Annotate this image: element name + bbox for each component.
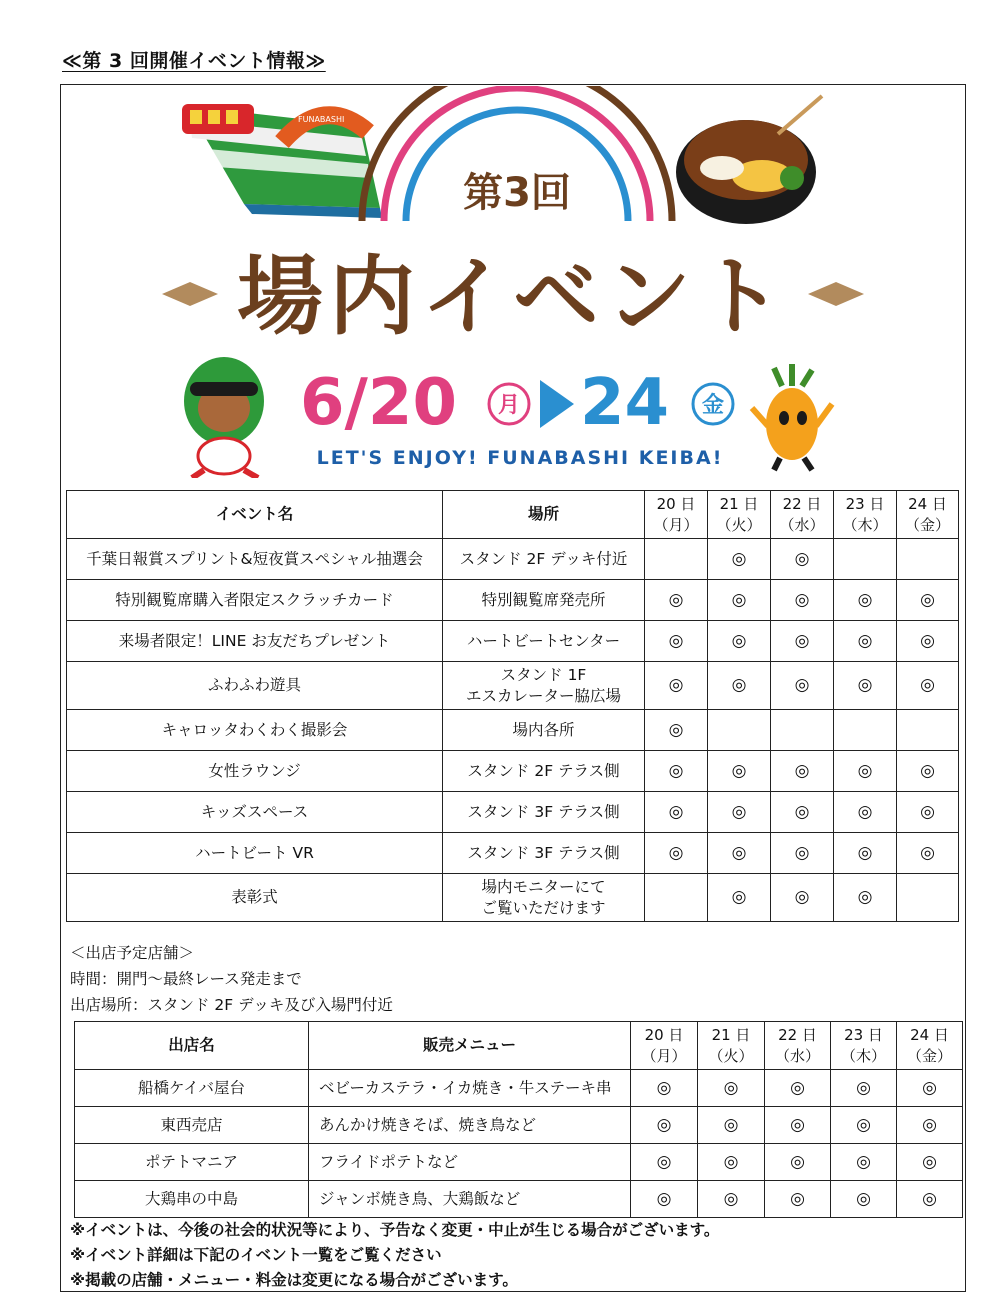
day-mark: ◎ (765, 1070, 831, 1107)
day-mark: ◎ (897, 1107, 963, 1144)
shop-info-time: 時間：開門～最終レース発走まで (70, 970, 302, 988)
shop-row (75, 1144, 963, 1181)
banner-slogan: LET'S ENJOY! FUNABASHI KEIBA! (316, 447, 724, 469)
carrot-mascot-image (752, 364, 832, 470)
event-name: ふわふわ遊具 (67, 662, 443, 710)
event-place (443, 539, 645, 580)
day-mark: ◎ (834, 621, 897, 662)
event-place-line: スタンド 3F テラス側 (467, 802, 620, 821)
event-row (67, 751, 959, 792)
day-mark: ◎ (834, 833, 897, 874)
inflatable-slide-image (182, 104, 382, 218)
day-mark: ◎ (834, 751, 897, 792)
day-mark: ◎ (771, 662, 834, 710)
day-mark (834, 539, 897, 580)
event-name-header: イベント名 (67, 491, 443, 539)
horse-mascot-image (184, 357, 264, 478)
day-header: 24 日 （金） (897, 491, 959, 539)
event-place (443, 792, 645, 833)
shop-name: ポテトマニア (75, 1144, 309, 1181)
day-mark: ◎ (831, 1070, 897, 1107)
event-place (443, 580, 645, 621)
events-table (66, 490, 959, 922)
page-title: ≪第 3 回開催イベント情報≫ (62, 50, 326, 72)
day-mark: ◎ (897, 792, 959, 833)
day-header: 20 日 （月） (645, 491, 708, 539)
date-start: 6/20 (300, 366, 457, 440)
event-row (67, 621, 959, 662)
day-mark: ◎ (708, 792, 771, 833)
day-mark: ◎ (771, 874, 834, 922)
day-mark: ◎ (834, 580, 897, 621)
event-row (67, 539, 959, 580)
day-mark: ◎ (698, 1181, 765, 1218)
event-place (443, 662, 645, 710)
shop-menu: フライドポテトなど (309, 1144, 631, 1181)
day-mark: ◎ (698, 1070, 765, 1107)
shop-menu: ベビーカステラ・イカ焼き・牛ステーキ串 (309, 1070, 631, 1107)
day-mark: ◎ (645, 621, 708, 662)
shop-row (75, 1070, 963, 1107)
day-mark: ◎ (897, 751, 959, 792)
steak-bowl-image (676, 96, 822, 224)
shop-row (75, 1181, 963, 1218)
event-row (67, 874, 959, 922)
shop-name: 船橋ケイバ屋台 (75, 1070, 309, 1107)
footnote: ※イベントは、今後の社会的状況等により、予告なく変更・中止が生じる場合がございます。 (70, 1221, 720, 1239)
event-place-line: 場内各所 (512, 720, 575, 739)
event-place (443, 621, 645, 662)
shops-table (74, 1021, 963, 1218)
footnote: ※掲載の店舗・メニュー・料金は変更になる場合がございます。 (70, 1271, 518, 1289)
day-mark: ◎ (831, 1107, 897, 1144)
day-mark: ◎ (631, 1181, 698, 1218)
events-body (67, 539, 959, 922)
day-mark (645, 539, 708, 580)
shop-menu: ジャンボ焼き鳥、大鶏飯など (309, 1181, 631, 1218)
day-mark: ◎ (708, 539, 771, 580)
day-mark (834, 710, 897, 751)
event-row (67, 833, 959, 874)
day-mark: ◎ (645, 710, 708, 751)
inflatable-sign-text: FUNABASHI (298, 115, 345, 124)
date-arrow-icon (540, 380, 574, 428)
day-mark: ◎ (834, 874, 897, 922)
event-row (67, 710, 959, 751)
shop-name: 東西売店 (75, 1107, 309, 1144)
day-mark: ◎ (897, 833, 959, 874)
day-mark: ◎ (834, 792, 897, 833)
event-place-line: スタンド 2F テラス側 (467, 761, 620, 780)
day-mark: ◎ (897, 580, 959, 621)
shop-name: 大鶏串の中島 (75, 1181, 309, 1218)
event-place-line: 特別観覧席発売所 (481, 590, 606, 609)
day-header: 20 日 （月） (631, 1022, 698, 1070)
event-place (443, 710, 645, 751)
day-mark: ◎ (708, 662, 771, 710)
event-place (443, 833, 645, 874)
day-mark: ◎ (897, 1181, 963, 1218)
event-name: ハートビート VR (67, 833, 443, 874)
day-mark: ◎ (897, 621, 959, 662)
event-place-line: スタンド 3F テラス側 (467, 843, 620, 862)
event-place-line: エスカレーター脇広場 (465, 686, 621, 705)
day-mark: ◎ (708, 833, 771, 874)
event-name: 千葉日報賞スプリント&短夜賞スペシャル抽選会 (67, 539, 443, 580)
event-name: 表彰式 (67, 874, 443, 922)
day-header: 22 日 （水） (765, 1022, 831, 1070)
day-header: 24 日 （金） (897, 1022, 963, 1070)
day-header: 22 日 （水） (771, 491, 834, 539)
day-mark: ◎ (771, 792, 834, 833)
day-mark: ◎ (765, 1107, 831, 1144)
day-mark: ◎ (708, 580, 771, 621)
event-place-line: 場内モニターにて (481, 877, 606, 896)
shop-menu: あんかけ焼きそば、焼き鳥など (309, 1107, 631, 1144)
events-header-row (67, 491, 959, 539)
day-mark: ◎ (771, 621, 834, 662)
day-header: 23 日 （木） (834, 491, 897, 539)
footnotes (70, 1218, 719, 1293)
shop-info-place: 出店場所：スタンド 2F デッキ及び入場門付近 (70, 996, 393, 1014)
day-mark: ◎ (771, 833, 834, 874)
day-mark (645, 874, 708, 922)
shop-info-heading: ＜出店予定店舗＞ (70, 944, 195, 962)
shop-row (75, 1107, 963, 1144)
day-mark: ◎ (631, 1070, 698, 1107)
day-header: 21 日 （火） (698, 1022, 765, 1070)
day-mark: ◎ (897, 1144, 963, 1181)
day-mark (897, 539, 959, 580)
event-row (67, 580, 959, 621)
event-name: キャロッタわくわく撮影会 (67, 710, 443, 751)
event-name: 女性ラウンジ (67, 751, 443, 792)
day-mark: ◎ (708, 621, 771, 662)
event-place-header: 場所 (443, 491, 645, 539)
shop-info (70, 940, 393, 1018)
day-mark: ◎ (897, 1070, 963, 1107)
day-mark: ◎ (708, 751, 771, 792)
day-header: 21 日 （火） (708, 491, 771, 539)
day-header: 23 日 （木） (831, 1022, 897, 1070)
day-mark: ◎ (645, 833, 708, 874)
day-mark: ◎ (834, 662, 897, 710)
day-mark: ◎ (771, 751, 834, 792)
date-start-day: 月 (497, 393, 521, 418)
event-name: 特別観覧席購入者限定スクラッチカード (67, 580, 443, 621)
day-mark: ◎ (771, 580, 834, 621)
day-mark: ◎ (897, 662, 959, 710)
event-row (67, 662, 959, 710)
shops-body (75, 1070, 963, 1218)
day-mark (771, 710, 834, 751)
day-mark: ◎ (698, 1107, 765, 1144)
day-mark: ◎ (831, 1144, 897, 1181)
event-banner (62, 86, 964, 478)
footnote: ※イベント詳細は下記のイベント一覧をご覧ください (70, 1246, 442, 1264)
event-place-line: スタンド 1F (500, 665, 587, 684)
left-ornament (162, 282, 218, 306)
day-mark: ◎ (831, 1181, 897, 1218)
shop-menu-header: 販売メニュー (309, 1022, 631, 1070)
event-name: キッズスペース (67, 792, 443, 833)
event-place-line: ご覧いただけます (481, 898, 606, 917)
day-mark: ◎ (645, 580, 708, 621)
day-mark: ◎ (631, 1144, 698, 1181)
date-end: 24 (580, 366, 670, 440)
shop-name-header: 出店名 (75, 1022, 309, 1070)
banner-badge: 第3回 (463, 170, 571, 216)
day-mark: ◎ (708, 874, 771, 922)
day-mark: ◎ (765, 1181, 831, 1218)
day-mark: ◎ (631, 1107, 698, 1144)
day-mark: ◎ (771, 539, 834, 580)
date-end-day: 金 (701, 393, 725, 418)
day-mark: ◎ (645, 751, 708, 792)
event-place-line: ハートビートセンター (466, 631, 621, 650)
day-mark: ◎ (645, 792, 708, 833)
right-ornament (808, 282, 864, 306)
event-place (443, 751, 645, 792)
event-name: 来場者限定！LINE お友だちプレゼント (67, 621, 443, 662)
day-mark (897, 710, 959, 751)
event-place (443, 874, 645, 922)
day-mark (897, 874, 959, 922)
day-mark: ◎ (698, 1144, 765, 1181)
day-mark: ◎ (765, 1144, 831, 1181)
event-place-line: スタンド 2F デッキ付近 (459, 549, 628, 568)
day-mark: ◎ (645, 662, 708, 710)
shops-header-row (75, 1022, 963, 1070)
event-row (67, 792, 959, 833)
day-mark (708, 710, 771, 751)
banner-headline: 場内イベント (237, 247, 789, 347)
banner-artwork (62, 86, 964, 478)
